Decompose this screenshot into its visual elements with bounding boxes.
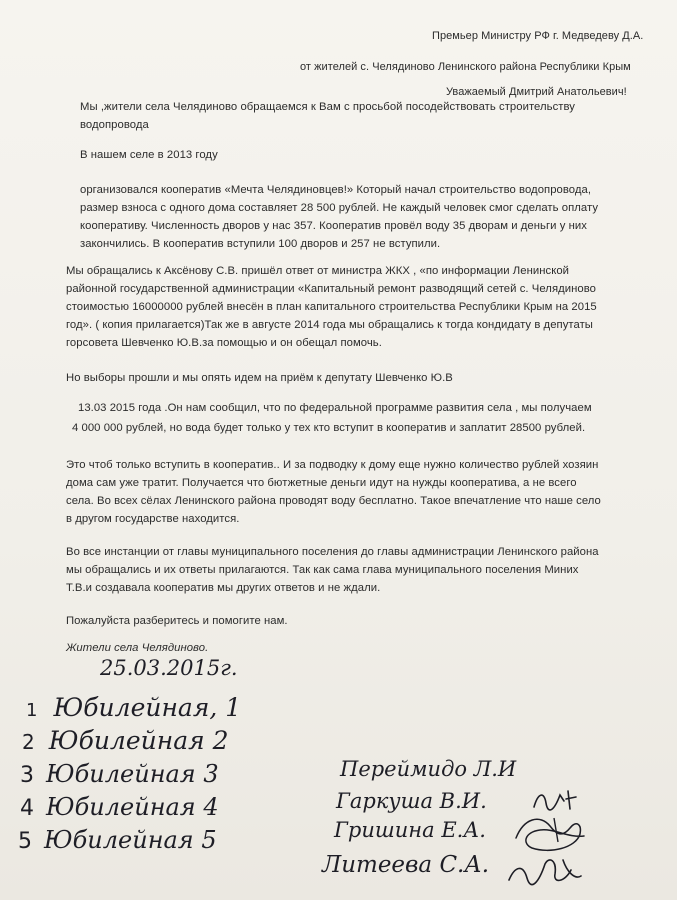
address-row	[18, 826, 217, 854]
body-p3-line3: кооперативу. Численность дворов у нас 357. Кооператив провёл воду 35 дворам и деньги у них	[80, 220, 587, 232]
body-closing: Жители села Челядиново.	[66, 642, 209, 654]
body-p6-line1: 13.03 2015 года .Он нам сообщил, что по федеральной программе развития села , мы получаем	[78, 402, 592, 414]
resident-name: Переймидо Л.И	[340, 757, 517, 781]
address-text: Юбилейная 3	[46, 760, 219, 788]
body-p2: В нашем селе в 2013 году	[80, 149, 218, 161]
header-sender: от жителей с. Челядиново Ленинского района Республики Крым	[300, 61, 631, 73]
address-text: Юбилейная 5	[44, 826, 217, 854]
body-p1-line2: водопровода	[80, 119, 149, 131]
resident-name: Гаркуша В.И.	[336, 789, 487, 813]
body-p6-line2: 4 000 000 рублей, но вода будет только у тех кто вступит в кооператив и заплатит 28500 рублей.	[72, 422, 586, 434]
body-p8-line2: мы обращались и их ответы прилагаются. Так как сама глава муниципального поселения Миних	[66, 564, 579, 576]
address-number: 2	[22, 730, 35, 754]
body-p3-line4: закончились. В кооператив вступили 100 дворов и 257 не вступили.	[80, 238, 441, 250]
body-p3-line2: размер взноса с одного дома составляет 28 500 рублей. Не каждый человек смог сделать оплату	[80, 202, 599, 214]
address-row	[22, 726, 229, 755]
address-number: 5	[18, 829, 32, 854]
body-p7-line2: дома сам уже тратит. Получается что бютжетные деньги идут на нужды кооператива, а не всего	[66, 477, 577, 489]
address-row	[26, 693, 241, 722]
body-p3-line1: организовался кооператив «Мечта Челядиновцев!» Который начал строительство водопровода,	[80, 184, 592, 196]
resident-name: Гришина Е.А.	[334, 818, 486, 842]
body-p7-line3: села. Во всех сёлах Ленинского района проводят воду бесплатно. Такое впечатление что наше село	[66, 495, 601, 507]
body-p7-line4: в другом государстве находится.	[66, 513, 240, 525]
resident-name: Литеева С.А.	[322, 852, 490, 878]
signature-scribble	[505, 852, 585, 892]
address-row	[20, 793, 219, 821]
header-salutation: Уважаемый Дмитрий Анатольевич!	[446, 86, 627, 98]
header-addressee: Премьер Министру РФ г. Медведеву Д.А.	[432, 30, 644, 42]
body-p4-line3: стоимостью 16000000 рублей внесён в план капитального строительства Республики Крым на 2015	[66, 301, 597, 313]
body-p4-line2: районной государственной администрации «Капитальный ремонт разводящий сетей с. Челядиново	[66, 283, 596, 295]
address-number: 1	[26, 700, 38, 721]
handwritten-date: 25.03.2015г.	[100, 656, 238, 680]
body-p4-line4: год». ( копия прилагается)Так же в августе 2014 года мы обращались к тогда кондидату в депутаты	[66, 319, 593, 331]
body-p4-line1: Мы обращались к Аксёнову С.В. пришёл ответ от министра ЖКХ , «по информации Ленинской	[66, 265, 570, 277]
body-p5: Но выборы прошли и мы опять идем на приём к депутату Шевченко Ю.В	[66, 372, 453, 384]
address-row	[20, 760, 219, 788]
address-text: Юбилейная 2	[48, 726, 229, 755]
address-number: 4	[20, 796, 34, 821]
body-p8-line3: Т.В.и создавала кооператив мы других ответов и не ждали.	[66, 582, 381, 594]
address-number: 3	[20, 763, 34, 788]
body-p1-line1: Мы ,жители села Челядиново обращаемся к Вам с просьбой посодействовать строительству	[80, 101, 576, 113]
body-p8-line1: Во все инстанции от главы муниципального поселения до главы администрации Ленинского района	[66, 546, 599, 558]
body-p7-line1: Это чтоб только вступить в кооператив.. И за подводку к дому еще нужно количество рублей хозяин	[66, 459, 599, 471]
body-p9: Пожалуйста разберитесь и помогите нам.	[66, 615, 288, 627]
body-p4-line5: горсовета Шевченко Ю.В.за помощью и он обещал помочь.	[66, 337, 382, 349]
address-text: Юбилейная, 1	[53, 693, 242, 722]
address-text: Юбилейная 4	[46, 793, 219, 821]
